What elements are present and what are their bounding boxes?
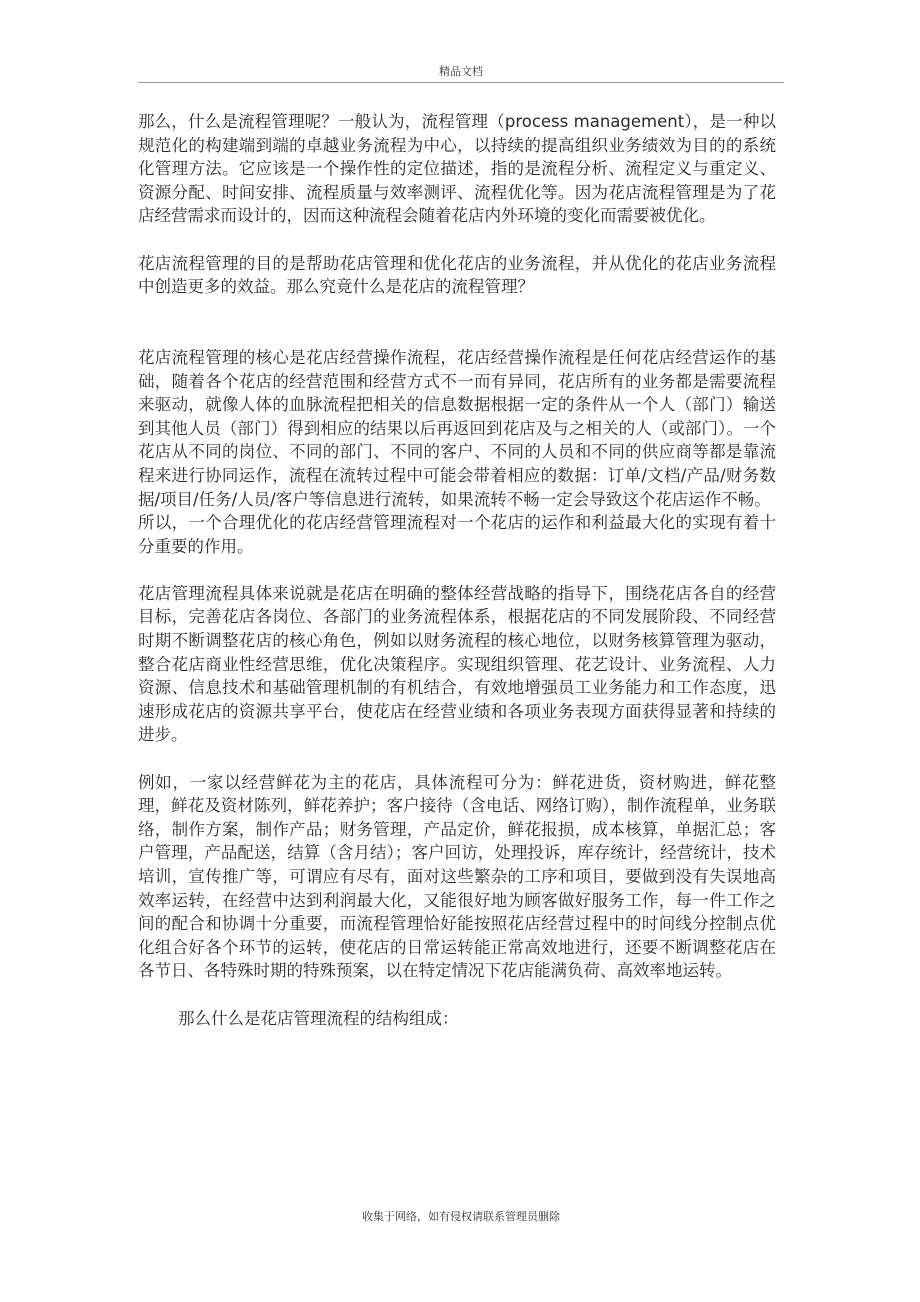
paragraph-structure-question: 那么什么是花店管理流程的结构组成： [178,1008,459,1028]
document-body [138,110,776,1030]
page-header: 精品文档 [138,62,784,83]
paragraph-core: 花店流程管理的核心是花店经营操作流程，花店经营操作流程是任何花店经营运作的基础，随着各个花店的经营范围和经营方式不一而有异同，花店所有的业务都是需要流程来驱动，就像人体的血脉流程把相关的信息数据根据一定的条件从一个人（部门）输送到其他人员（部门）得到相应的结果以后再返回到花店及与之相关的人（或部门）。一个花店从不同的岗位、不同的部门、不同的客户、不同的人员和不同的供应商等都是靠流程来进行协同运作，流程在流转过程中可能会带着相应的数据：订单/文档/产品/财务数据/项目/任务/人员/客户等信息进行流转，如果流转不畅一定会导致这个花店运作不畅。 [138,347,776,509]
page-footer: 收集于网络，如有侵权请联系管理员删除 [362,1210,560,1223]
paragraph-example: 例如，一家以经营鲜花为主的花店，具体流程可分为：鲜花进货，资材购进，鲜花整理，鲜花及资材陈列，鲜花养护；客户接待（含电话、网络订购），制作流程单，业务联络，制作方案，制作产品；财务管理，产品定价，鲜花报损，成本核算，单据汇总；客户管理，产品配送，结算（含月结）；客户回访，处理投诉，库存统计，经营统计，技术培训，宣传推广等，可谓应有尽有，面对这些繁杂的工序和项目，要做到没有失误地高效率运转，在经营中达到利润最大化，又能很好地为顾客做好服务工作，每一件工作之间的配合和协调十分重要，而流程管理恰好能按照花店经营过程中的时间线分控制点优化组合好各个环节的运转，使花店的日常运转能正常高效地进行，还要不断调整花店在各节日、各特殊时期的特殊预案，以在特定情况下花店能满负荷、高效率地运转。 [138,772,776,981]
paragraph-definition: 那么，什么是流程管理呢？一般认为，流程管理（process management），是一种以规范化的构建端到端的卓越业务流程为中心，以持续的提高组织业务绩效为目的的系统化管理方法。它应该是一个操作性的定位描述，指的是流程分析、流程定义与重定义、资源分配、时间安排、流程质量与效率测评、流程优化等。因为花店流程管理是为了花店经营需求而设计的，因而这种流程会随着花店内外环境的变化而需要被优化。 [138,112,776,226]
paragraph-purpose: 花店流程管理的目的是帮助花店管理和优化花店的业务流程，并从优化的花店业务流程中创造更多的效益。那么究竟什么是花店的流程管理？ [138,253,776,297]
paragraph-specifics: 花店管理流程具体来说就是花店在明确的整体经营战略的指导下，围绕花店各自的经营目标，完善花店各岗位、各部门的业务流程体系，根据花店的不同发展阶段、不同经营时期不断调整花店的核心角色，例如以财务流程的核心地位，以财务核算管理为驱动，整合花店商业性经营思维，优化决策程序。实现组织管理、花艺设计、业务流程、人力资源、信息技术和基础管理机制的有机结合，有效地增强员工业务能力和工作态度，迅速形成花店的资源共享平台，使花店在经营业绩和各项业务表现方面获得显著和持续的进步。 [138,583,776,745]
paragraph-importance: 所以，一个合理优化的花店经营管理流程对一个花店的运作和利益最大化的实现有着十分重要的作用。 [138,513,776,556]
